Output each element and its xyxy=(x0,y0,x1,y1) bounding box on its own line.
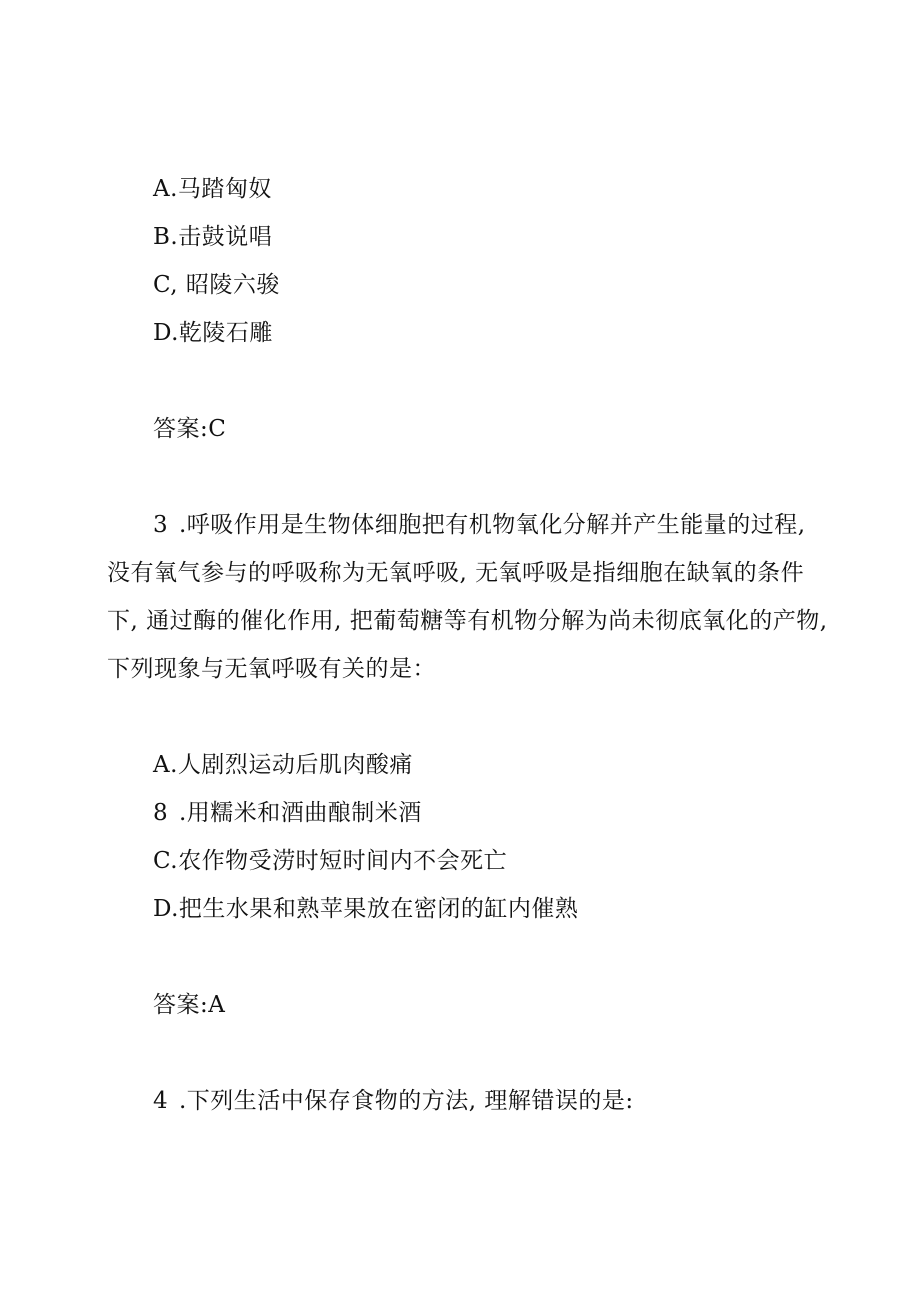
q2-option-c: C, 昭陵六骏 xyxy=(153,272,280,298)
q2-option-a: A.马踏匈奴 xyxy=(153,176,272,202)
q3-question-line-3: 下, 通过酶的催化作用, 把葡萄糖等有机物分解为尚未彻底氧化的产物, xyxy=(107,608,828,634)
q3-option-c: C.农作物受涝时短时间内不会死亡 xyxy=(153,848,508,874)
q3-text-line-1: .呼吸作用是生物体细胞把有机物氧化分解并产生能量的过程, xyxy=(179,512,806,538)
q4-number: 4 xyxy=(153,1088,169,1114)
q3-option-a: A.人剧烈运动后肌肉酸痛 xyxy=(153,752,413,778)
q3-option-b-text: .用糯米和酒曲酿制米酒 xyxy=(179,800,422,826)
q4-question xyxy=(153,1086,634,1116)
q3-question-line-2: 没有氧气参与的呼吸称为无氧呼吸, 无氧呼吸是指细胞在缺氧的条件 xyxy=(107,560,805,586)
q3-answer: 答案:A xyxy=(153,992,226,1018)
q3-number: 3 xyxy=(153,512,169,538)
q2-answer: 答案:C xyxy=(153,416,227,442)
q2-option-b: B.击鼓说唱 xyxy=(153,224,273,250)
q3-option-b-number: 8 xyxy=(153,800,169,826)
q2-option-d: D.乾陵石雕 xyxy=(153,320,273,346)
q4-text: .下列生活中保存食物的方法, 理解错误的是: xyxy=(179,1088,634,1114)
q3-option-d: D.把生水果和熟苹果放在密闭的缸内催熟 xyxy=(153,896,579,922)
q3-question-line-1 xyxy=(153,510,806,540)
q3-question-line-4: 下列现象与无氧呼吸有关的是： xyxy=(107,656,436,682)
q3-option-b xyxy=(153,798,422,828)
